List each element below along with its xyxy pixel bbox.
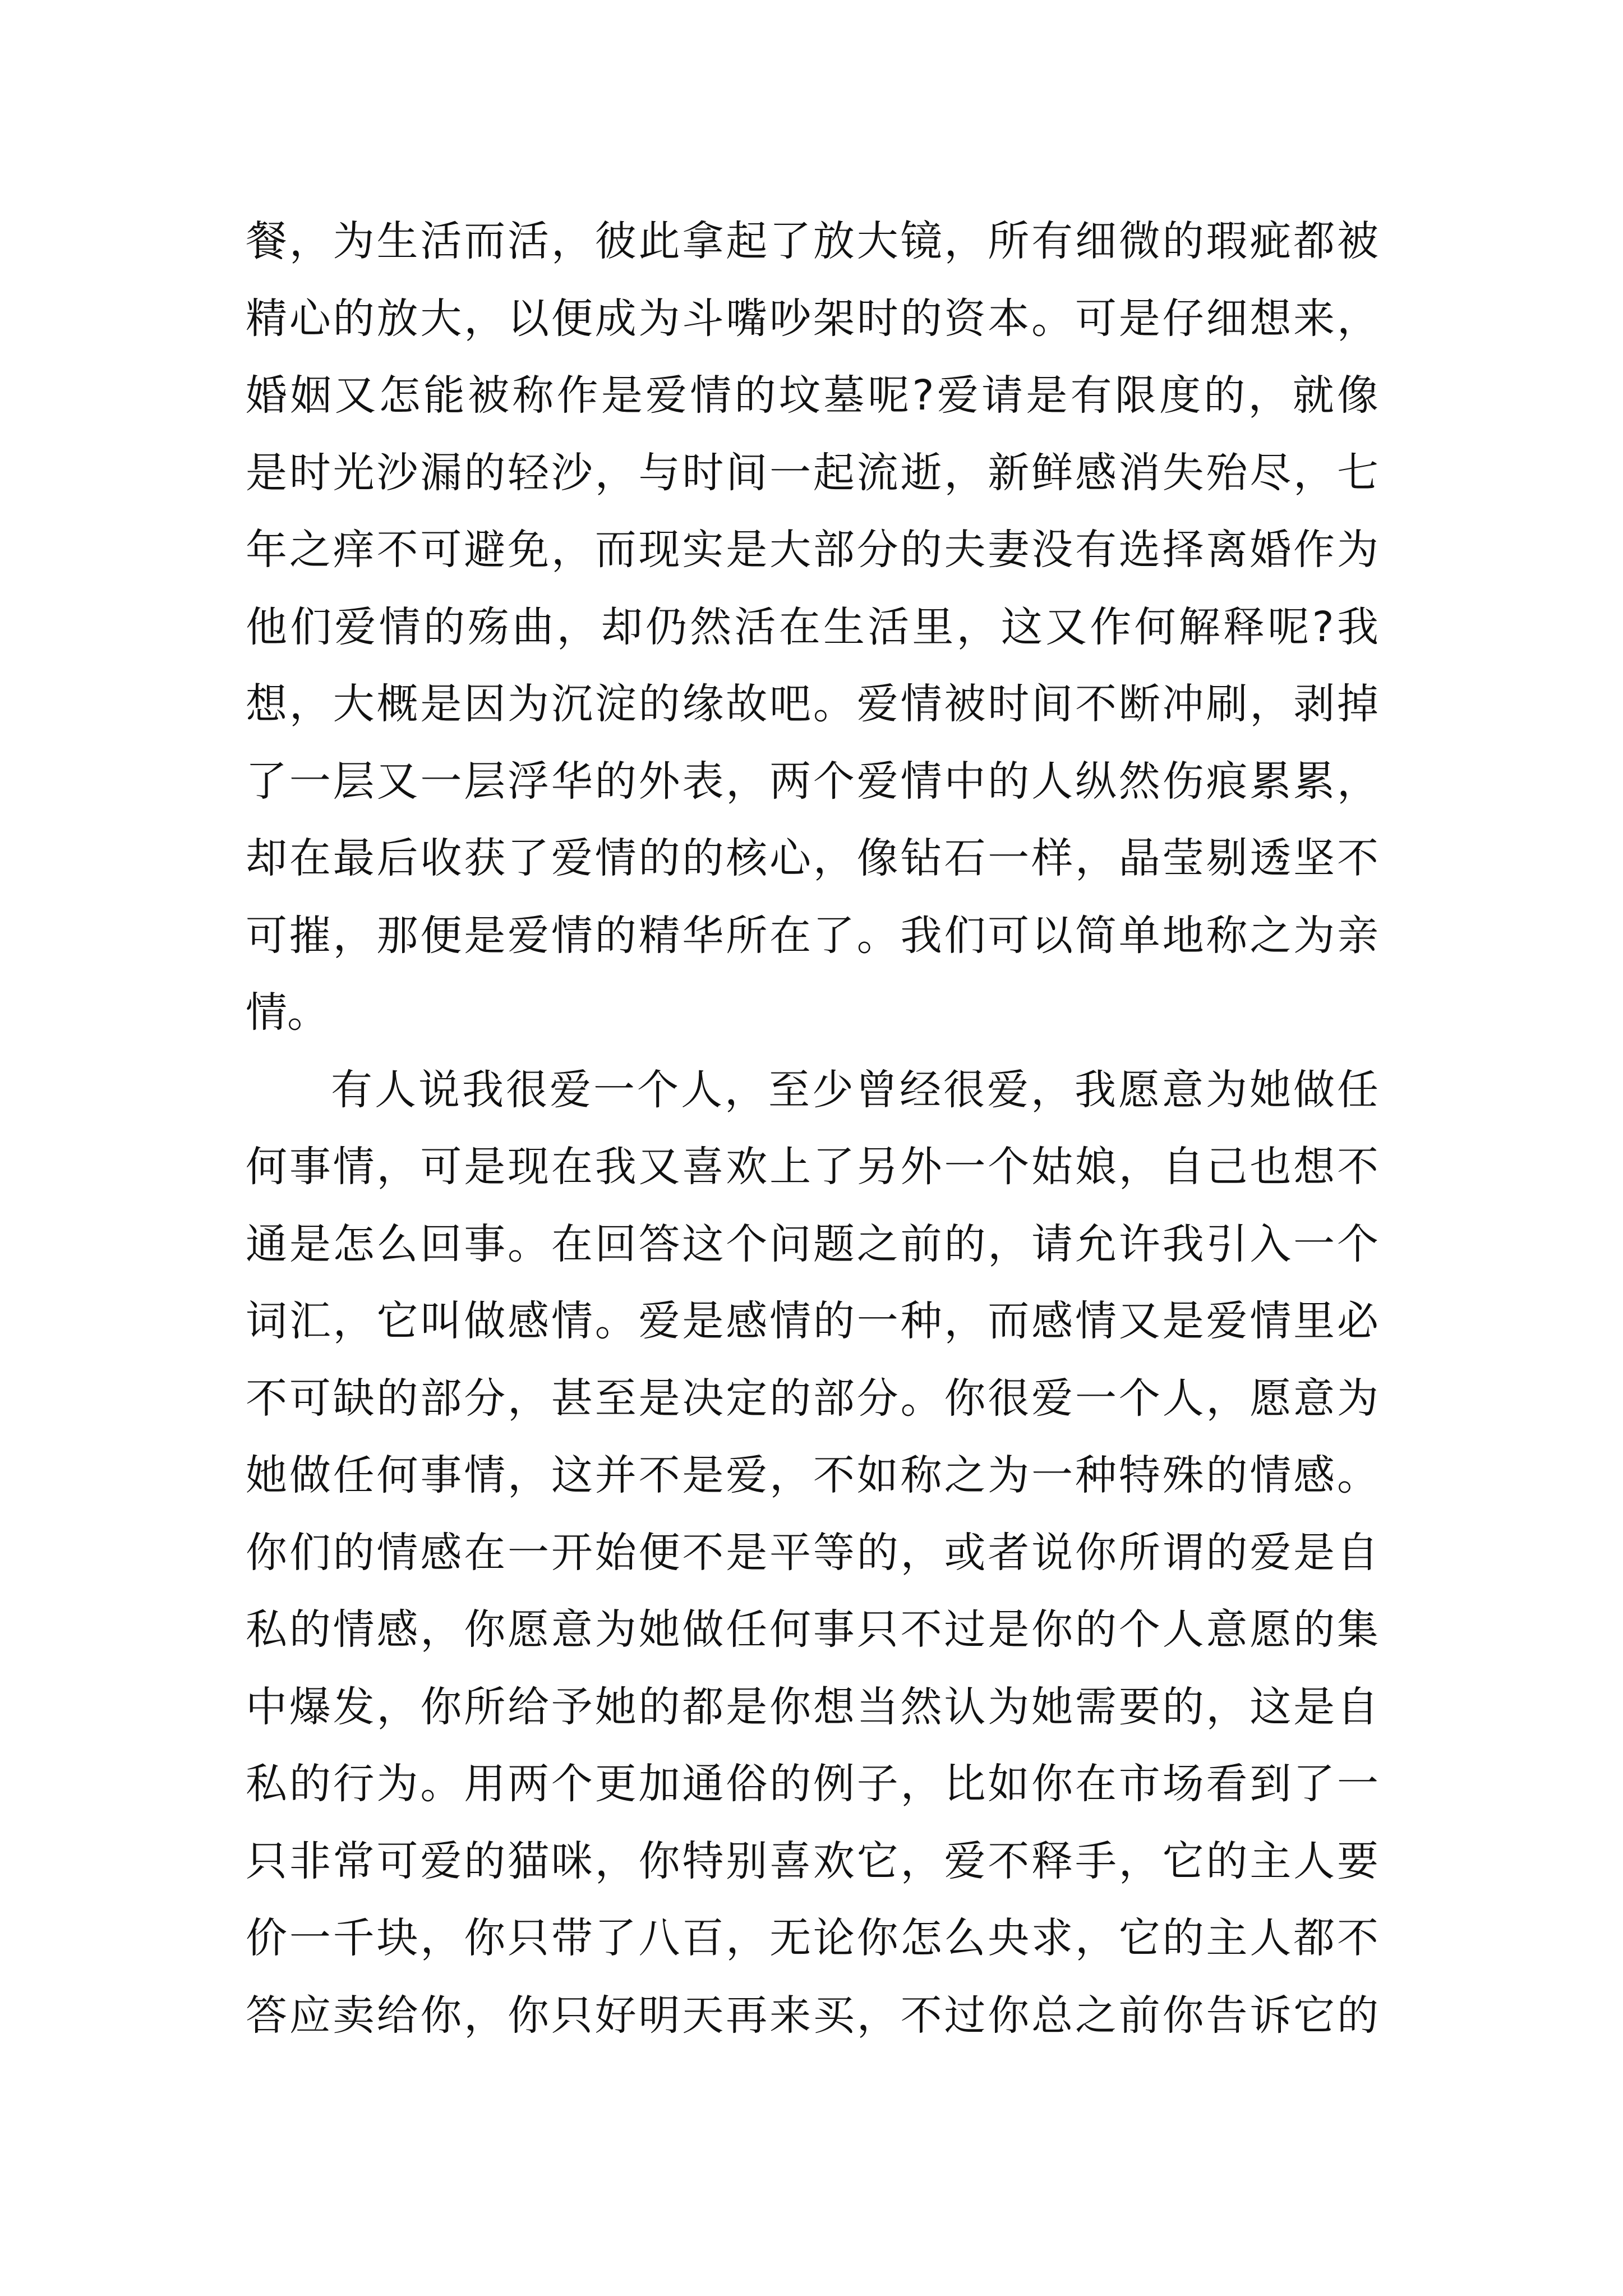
text-line: 年之痒不可避免，而现实是大部分的夫妻没有选择离婚作为 (246, 526, 1378, 574)
text-line: 他们爱情的殇曲，却仍然活在生活里，这又作何解释呢?我 (246, 602, 1378, 651)
text-line: 餐，为生活而活，彼此拿起了放大镜，所有细微的瑕疵都被 (246, 217, 1378, 265)
text-line: 价一千块，你只带了八百，无论你怎么央求，它的主人都不 (246, 1914, 1378, 1962)
text-line: 情。 (246, 988, 329, 1037)
text-line: 你们的情感在一开始便不是平等的，或者说你所谓的爱是自 (246, 1528, 1378, 1577)
text-line: 婚姻又怎能被称作是爱情的坟墓呢?爱请是有限度的，就像 (246, 371, 1378, 420)
text-line: 答应卖给你，你只好明天再来买，不过你总之前你告诉它的 (246, 1991, 1378, 2040)
text-line: 通是怎么回事。在回答这个问题之前的，请允许我引入一个 (246, 1220, 1378, 1268)
body-text (246, 203, 1378, 2054)
text-line: 想，大概是因为沉淀的缘故吧。爱情被时间不断冲刷，剥掉 (246, 680, 1378, 728)
text-line: 何事情，可是现在我又喜欢上了另外一个姑娘，自己也想不 (246, 1143, 1378, 1191)
text-line: 精心的放大，以便成为斗嘴吵架时的资本。可是仔细想来， (246, 294, 1378, 343)
text-line: 不可缺的部分，甚至是决定的部分。你很爱一个人，愿意为 (246, 1374, 1378, 1423)
text-line: 可摧，那便是爱情的精华所在了。我们可以简单地称之为亲 (246, 911, 1378, 960)
text-line: 是时光沙漏的轻沙，与时间一起流逝，新鲜感消失殆尽，七 (246, 448, 1378, 497)
text-line: 中爆发，你所给予她的都是你想当然认为她需要的，这是自 (246, 1682, 1378, 1731)
text-line: 了一层又一层浮华的外表，两个爱情中的人纵然伤痕累累， (246, 757, 1378, 806)
text-line: 词汇，它叫做感情。爱是感情的一种，而感情又是爱情里必 (246, 1297, 1378, 1345)
text-line: 私的情感，你愿意为她做任何事只不过是你的个人意愿的集 (246, 1605, 1378, 1654)
text-line: 私的行为。用两个更加通俗的例子，比如你在市场看到了一 (246, 1760, 1378, 1808)
text-line: 却在最后收获了爱情的的核心，像钻石一样，晶莹剔透坚不 (246, 834, 1378, 882)
text-line: 只非常可爱的猫咪，你特别喜欢它，爱不释手，它的主人要 (246, 1837, 1378, 1885)
paragraph-first-line: 有人说我很爱一个人，至少曾经很爱，我愿意为她做任 (331, 1065, 1378, 1114)
text-line: 她做任何事情，这并不是爱，不如称之为一种特殊的情感。 (246, 1451, 1378, 1499)
